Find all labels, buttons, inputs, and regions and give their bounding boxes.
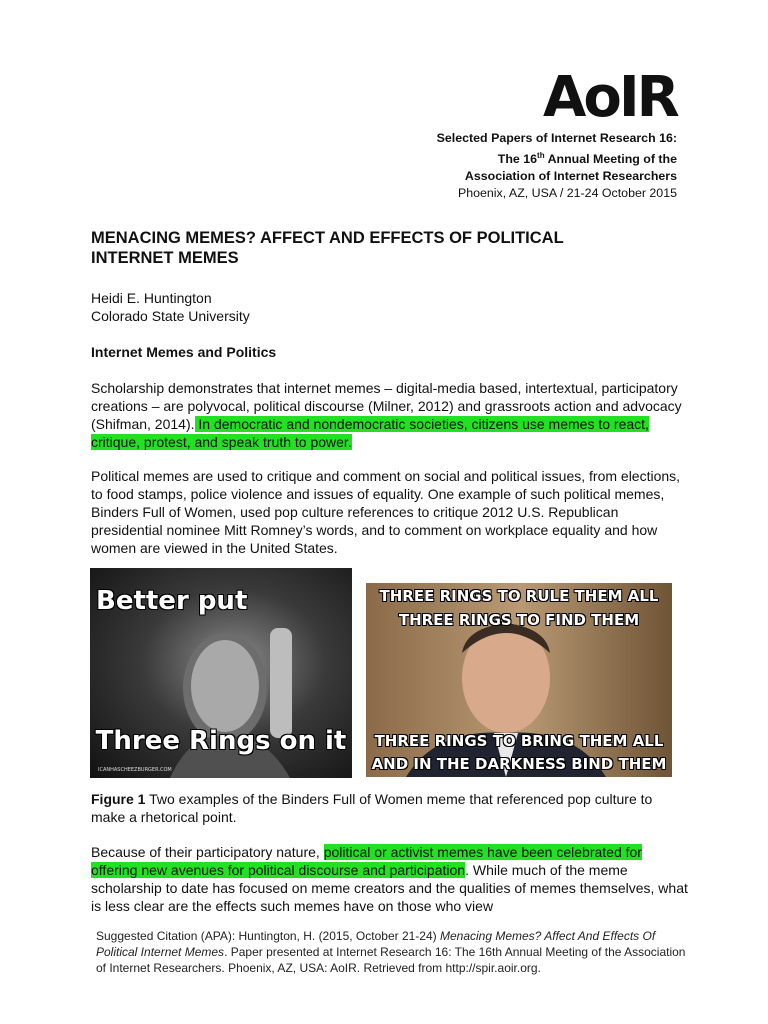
meme2-top-line2: THREE RINGS TO FIND THEM bbox=[398, 611, 640, 629]
aoir-logo: AoIR bbox=[543, 65, 677, 130]
paper-title: MENACING MEMES? AFFECT AND EFFECTS OF POLITICAL INTERNET MEMES bbox=[91, 229, 564, 267]
author-affiliation: Colorado State University bbox=[91, 308, 250, 324]
meme2-bottom-line2: AND IN THE DARKNESS BIND THEM bbox=[371, 755, 667, 773]
figure-caption: Figure 1 Two examples of the Binders Full of Women meme that referenced pop culture to make a rhetorical point. bbox=[91, 791, 653, 825]
suggested-citation: Suggested Citation (APA): Huntington, H. (2015, October 21-24) Menacing Memes? Affect And Effects Of Political Internet Memes. Paper presented at Internet Research 16: The 16th Annual Meeting of the Association of Internet Researchers. Phoenix, AZ, USA: AoIR. Retrieved from http://spir.aoir.org. bbox=[96, 929, 686, 975]
conference-line2: The 16th Annual Meeting of the bbox=[497, 151, 677, 167]
conference-line1: Selected Papers of Internet Research 16: bbox=[436, 131, 677, 145]
conference-line4: Phoenix, AZ, USA / 21-24 October 2015 bbox=[457, 186, 677, 201]
meme2-top-line1: THREE RINGS TO RULE THEM ALL bbox=[379, 587, 659, 605]
meme-image-beyonce bbox=[90, 568, 352, 778]
highlighted-text: political or activist memes have been celebrated for offering new avenues for political discourse and participation bbox=[91, 844, 642, 878]
paragraph-1: Scholarship demonstrates that internet memes – digital-media based, intertextual, participatory creations – are polyvocal, political discourse (Milner, 2012) and grassroots action and advocacy (Shifman, 2014). In democratic and nondemocratic societies, citizens use memes to react, critique, protest, and speak truth to power. bbox=[91, 380, 682, 450]
section-heading: Internet Memes and Politics bbox=[91, 344, 277, 360]
author-block bbox=[91, 289, 250, 325]
author-name: Heidi E. Huntington bbox=[91, 290, 212, 306]
meme2-bottom-line1: THREE RINGS TO BRING THEM ALL bbox=[374, 732, 664, 750]
paragraph-2: Political memes are used to critique and comment on social and political issues, from elections, to food stamps, police violence and issues of equality. One example of such political memes, Binders Full of Women, used pop culture references to critique 2012 U.S. Republican presidential nominee Mitt Romney’s words, and to comment on workplace equality and how women are viewed in the United States. bbox=[91, 468, 681, 556]
paragraph-3: Because of their participatory nature, political or activist memes have been celebrated for offering new avenues for political discourse and participation. While much of the meme scholarship to date has focused on meme creators and the qualities of memes themselves, what is less clear are the effects such memes have on those who view bbox=[91, 844, 688, 914]
meme-image-romney bbox=[366, 583, 672, 777]
meme1-top-text: Better put bbox=[96, 586, 248, 616]
highlighted-text: In democratic and nondemocratic societies, citizens use memes to react, critique, protest, and speak truth to power. bbox=[91, 416, 649, 450]
meme1-bottom-text: Three Rings on it bbox=[95, 726, 347, 756]
conference-line3: Association of Internet Researchers bbox=[464, 169, 677, 184]
conference-info bbox=[437, 130, 677, 202]
meme1-watermark: ICANHASCHEEZBURGER.COM bbox=[98, 767, 172, 773]
